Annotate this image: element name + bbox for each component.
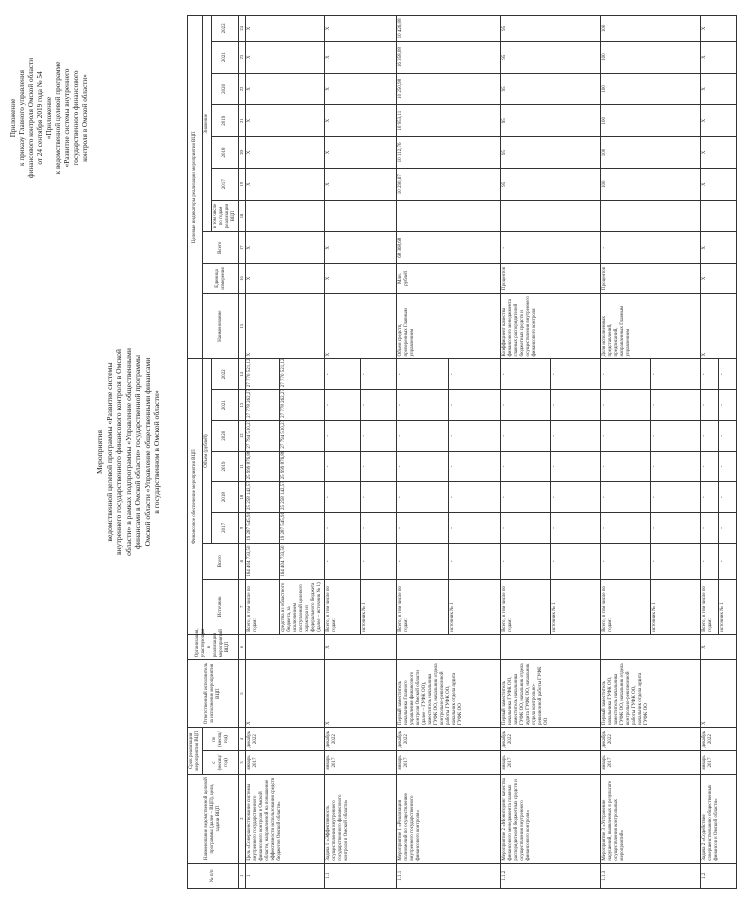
finance-year-value: - [601, 482, 651, 513]
finance-total: - [601, 543, 651, 579]
indicator-year-value: Х [325, 41, 397, 73]
indicator-name: Объем средств, проверенных Главным управлением [397, 293, 501, 359]
header-source: Источник [203, 579, 239, 634]
indicator-name: Х [701, 293, 737, 359]
finance-year-value: - [651, 482, 701, 513]
indicator-total: Х [701, 232, 737, 264]
finance-year-value: - [701, 359, 719, 390]
row-organizer [246, 634, 325, 659]
column-index: 20 [239, 137, 246, 169]
indicator-year-value: Х [325, 137, 397, 169]
indicator-year-value: 10 250,98 [397, 73, 501, 105]
title-line: внутреннего государственного финансового контроля в Омской [114, 349, 123, 555]
row-responsible: Х [246, 660, 325, 728]
row-organizer [501, 634, 601, 659]
indicator-spacer [501, 200, 601, 232]
appendix-line: от 24 сентября 2019 года № 54 [36, 71, 44, 165]
finance-year-value: - [719, 390, 737, 421]
finance-year-value: - [719, 359, 737, 390]
appendix-line: «Развитие системы внутреннего [63, 68, 71, 168]
indicator-year-value: Х [325, 168, 397, 200]
finance-year-value: - [701, 390, 719, 421]
finance-year-value: - [701, 451, 719, 482]
row-number: 1.1.2 [501, 863, 601, 888]
finance-source: Всего, в том числе по годам: [701, 579, 719, 634]
indicator-year-value: 100 [601, 105, 701, 137]
finance-year-value: - [325, 451, 361, 482]
column-index: 24 [239, 16, 246, 42]
finance-source: источник № 1 [361, 579, 397, 634]
row-number: 1.1.3 [601, 863, 701, 888]
finance-year-value: - [651, 451, 701, 482]
finance-year-value: 25 258 142,57 [246, 482, 280, 513]
finance-source: Всего, в том числе по годам: [601, 579, 651, 634]
finance-year-value: 19 287 545,91 [280, 513, 325, 544]
finance-year-value: - [361, 451, 397, 482]
title-line: в государственном в Омской области» [152, 390, 161, 514]
column-index: 16 [239, 264, 246, 294]
finance-year-value: 27 794 510,27 [246, 420, 280, 451]
finance-total: 164 404 733,50 [280, 543, 325, 579]
ind-year-header: 2017 [212, 168, 239, 200]
column-index: 2 [239, 774, 246, 863]
title-line: области» в рамках подпрограммы «Управление общественными [123, 348, 133, 556]
finance-year-value: - [397, 482, 449, 513]
indicator-name: Коэффициент качества финансового менеджмента главных распорядителей бюджетных средств и осуществления внутреннего финансового контроля [501, 293, 601, 359]
finance-year-value: - [325, 359, 361, 390]
finance-source: Всего, в том числе по годам: [246, 579, 280, 634]
appendix-line: государственного финансового [72, 70, 80, 166]
indicator-year-value: 95 [501, 73, 601, 105]
row-responsible: Первый заместитель начальника ГУФК ОО, заместитель начальника ГУФК ОО, начальник отдела контрольно-ревизионной работы ГУФК ОО, начальник отдела аудита ГУФК ОО [601, 660, 701, 728]
row-name: Задача 1 «Эффективность осуществления внутреннего государственного финансового контроля в Омской области» [325, 774, 397, 863]
finance-year-value: - [325, 420, 361, 451]
column-index: 15 [239, 293, 246, 359]
finance-year-value: - [325, 390, 361, 421]
finance-total: - [501, 543, 551, 579]
indicator-year-value: 10 112,76 [397, 137, 501, 169]
header-term: Срок реализации мероприятия ВЦП [188, 728, 203, 775]
indicator-unit: Процентов [501, 264, 601, 294]
finance-year-value: - [601, 390, 651, 421]
indicator-spacer [246, 200, 325, 232]
finance-year-value: - [325, 513, 361, 544]
row-name: Мероприятие 3 «Устранение нарушений, выявленных в результате осуществления контрольных мероприятий» [601, 774, 701, 863]
row-term-from: январь 2017 [601, 751, 701, 774]
row-number: 1.1 [325, 863, 397, 888]
indicator-year-value: 95 [501, 41, 601, 73]
indicator-year-value: 10 290,67 [397, 168, 501, 200]
appendix-line: контроля в Омской области» [81, 74, 89, 162]
indicator-year-value: Х [246, 137, 325, 169]
indicator-year-value: 95 [501, 137, 601, 169]
column-index: 8 [239, 543, 246, 579]
finance-year-value: - [449, 420, 501, 451]
indicator-year-value: Х [325, 105, 397, 137]
column-index: 13 [239, 390, 246, 421]
finance-year-value: - [501, 482, 551, 513]
indicator-unit: Млн. рублей [397, 264, 501, 294]
header-organizer: Организация, участвующая в реализации мероприятий ВЦП [188, 634, 239, 659]
finance-source: источник № 1 [449, 579, 501, 634]
finance-year-value: - [449, 390, 501, 421]
indicator-year-value: Х [246, 168, 325, 200]
year-header: 2022 [212, 359, 239, 390]
column-index: 19 [239, 168, 246, 200]
header-term-from: с (месяц/год) [203, 751, 239, 774]
column-index: 14 [239, 359, 246, 390]
finance-year-value: - [701, 420, 719, 451]
indicator-name: Доля исполненных представлений, предписаний, направленных Главным управлением [601, 293, 701, 359]
finance-year-value: - [551, 390, 601, 421]
indicator-year-value: 100 [601, 137, 701, 169]
table-row [701, 16, 719, 889]
year-header: 2019 [212, 451, 239, 482]
indicator-unit: Процентов [601, 264, 701, 294]
finance-source: источник № 1 [651, 579, 701, 634]
column-index: 17 [239, 232, 246, 264]
column-index: 10 [239, 482, 246, 513]
indicator-year-value: Х [325, 73, 397, 105]
finance-total: - [397, 543, 449, 579]
finance-year-value: - [397, 513, 449, 544]
finance-source: средства из областного бюджета, за исключением поступлений целевого характера из федерального бюджета (далее – источник № 1) [280, 579, 325, 634]
header-ind-values: Значение [203, 16, 212, 232]
indicator-year-value: 10 426,08 [397, 16, 501, 42]
row-term-from: январь 2017 [501, 751, 601, 774]
finance-year-value: - [651, 390, 701, 421]
indicator-year-value: Х [325, 16, 397, 42]
year-header: 2021 [212, 390, 239, 421]
indicator-year-value: Х [246, 105, 325, 137]
finance-source: Всего, в том числе по годам: [397, 579, 449, 634]
indicator-year-value: Х [701, 168, 737, 200]
finance-total: 164 404 733,50 [246, 543, 280, 579]
row-organizer: Х [701, 634, 737, 659]
row-name: Задача 2 «Содействие совершенствованию общественных финансов в Омской области» [701, 774, 737, 863]
row-term-to: декабрь 2022 [246, 728, 325, 751]
column-index: 22 [239, 73, 246, 105]
document-title [95, 257, 162, 647]
header-indicators: Целевые индикаторы реализации мероприятия ВЦП [188, 16, 203, 359]
finance-year-value: - [325, 482, 361, 513]
row-name: Мероприятие 1 «Реализация полномочий по осуществлению внутреннего государственного финансового контроля» [397, 774, 501, 863]
finance-year-value: - [551, 513, 601, 544]
finance-year-value: - [551, 359, 601, 390]
row-term-from: январь 2017 [397, 751, 501, 774]
finance-year-value: - [551, 420, 601, 451]
finance-year-value: - [501, 451, 551, 482]
finance-year-value: - [397, 451, 449, 482]
column-index: 4 [239, 728, 246, 751]
finance-year-value: 19 287 545,91 [246, 513, 280, 544]
row-term-to: декабрь 2022 [325, 728, 397, 751]
finance-source: источник № 1 [719, 579, 737, 634]
column-index: 3 [239, 751, 246, 774]
finance-year-value: - [601, 359, 651, 390]
row-term-from: январь 2017 [325, 751, 397, 774]
finance-year-value: - [601, 420, 651, 451]
finance-year-value: - [361, 482, 397, 513]
indicator-unit: Х [246, 264, 325, 294]
finance-year-value: - [719, 451, 737, 482]
indicator-year-value: Х [246, 41, 325, 73]
finance-year-value: - [361, 513, 397, 544]
appendix-line: к приказу Главного управления [18, 70, 26, 166]
row-term-to: декабрь 2022 [397, 728, 501, 751]
indicator-total: 68 368,68 [397, 232, 501, 264]
finance-total: - [449, 543, 501, 579]
indicator-name: Х [325, 293, 397, 359]
row-responsible: Первый заместитель начальника Главного управления финансового контроля Омской области (далее – ГУФК ОО), заместитель начальника ГУФК ОО, начальник отдела контрольно-ревизионной работы ГУФК ОО, начальник отдела аудита ГУФК ОО [397, 660, 501, 728]
finance-year-value: - [449, 513, 501, 544]
finance-year-value: - [501, 390, 551, 421]
finance-year-value: - [361, 359, 397, 390]
finance-year-value: - [397, 420, 449, 451]
column-index: 11 [239, 451, 246, 482]
finance-source: Всего, в том числе по годам: [501, 579, 551, 634]
year-header: 2020 [212, 420, 239, 451]
row-name: Цель «Совершенствование системы внутреннего государственного финансового контроля в Омской области, направленной на повышение эффективности использования средств бюджетов Омской области» [246, 774, 325, 863]
column-index: 5 [239, 660, 246, 728]
row-responsible: Первый заместитель начальника ГУФК ОО, заместитель начальника ГУФК ОО, начальник отдела аудита ГУФК ОО, начальник отдела контрольно-ревизионной работы ГУФК ОО [501, 660, 601, 728]
finance-year-value: - [361, 390, 397, 421]
indicator-year-value: 10 953,11 [397, 105, 501, 137]
appendix-line: Приложение [9, 98, 17, 138]
header-by-years: в том числе по годам реализации ВЦП [212, 200, 239, 232]
finance-year-value: - [397, 390, 449, 421]
header-ind-total: Всего [203, 232, 239, 264]
finance-year-value: 27 778 262,27 [246, 390, 280, 421]
indicator-year-value: Х [246, 16, 325, 42]
row-term-from: январь 2017 [701, 751, 737, 774]
finance-total: - [325, 543, 361, 579]
appendix-line: финансового контроля Омской области [27, 57, 35, 179]
row-term-to: декабрь 2022 [701, 728, 737, 751]
appendix-line: к ведомственной целевой программе [54, 61, 62, 175]
year-header: 2017 [212, 513, 239, 544]
header-name: Наименование ведомственной целевой программы (далее – ВЦП), цели, задачи ВЦП [188, 774, 239, 863]
finance-year-value: - [651, 359, 701, 390]
finance-total: - [361, 543, 397, 579]
header-num: № п/п [188, 863, 239, 888]
finance-year-value: 27 794 510,27 [280, 420, 325, 451]
indicator-unit: Х [701, 264, 737, 294]
column-index: 1 [239, 863, 246, 888]
finance-year-value: - [719, 482, 737, 513]
finance-year-value: - [651, 513, 701, 544]
indicator-year-value: 95 [501, 105, 601, 137]
finance-year-value: - [701, 482, 719, 513]
header-total: Всего [203, 543, 239, 579]
indicator-year-value: 100 [601, 73, 701, 105]
finance-total: - [719, 543, 737, 579]
document-sheet [5, 7, 725, 897]
indicator-year-value: Х [701, 137, 737, 169]
table-row [397, 16, 449, 889]
finance-source: Всего, в том числе по годам: [325, 579, 361, 634]
column-index: 21 [239, 105, 246, 137]
finance-year-value: - [601, 451, 651, 482]
finance-total: - [701, 543, 719, 579]
indicator-year-value: Х [701, 16, 737, 42]
table-body [246, 16, 737, 889]
table-row [501, 16, 551, 889]
header-ind-name: Наименование [203, 293, 239, 359]
finance-total: - [551, 543, 601, 579]
ind-year-header: 2020 [212, 73, 239, 105]
finance-year-value: - [501, 513, 551, 544]
indicator-spacer [601, 200, 701, 232]
table-row [601, 16, 651, 889]
row-organizer [397, 634, 501, 659]
indicator-name: Х [246, 293, 325, 359]
column-index: 9 [239, 513, 246, 544]
row-term-from: январь 2017 [246, 751, 325, 774]
finance-year-value: - [397, 359, 449, 390]
appendix-line: «Приложение [45, 96, 53, 140]
indicator-total: - [501, 232, 601, 264]
indicator-total: Х [325, 232, 397, 264]
finance-year-value: - [551, 482, 601, 513]
indicator-year-value: 100 [601, 41, 701, 73]
row-term-to: декабрь 2022 [501, 728, 601, 751]
header-term-to: по (месяц/год) [203, 728, 239, 751]
table-row [325, 16, 361, 889]
ind-year-header: 2018 [212, 137, 239, 169]
appendix-header [9, 13, 90, 223]
indicator-unit: Х [325, 264, 397, 294]
indicator-year-value: 100 [601, 168, 701, 200]
finance-year-value: 25 258 142,57 [280, 482, 325, 513]
row-responsible: Х [325, 660, 397, 728]
finance-year-value: - [449, 482, 501, 513]
column-index: 18 [239, 200, 246, 232]
ind-year-header: 2022 [212, 16, 239, 42]
column-index: 12 [239, 420, 246, 451]
finance-year-value: 27 778 262,27 [280, 390, 325, 421]
indicator-spacer [325, 200, 397, 232]
indicator-total: - [601, 232, 701, 264]
finance-year-value: - [551, 451, 601, 482]
finance-year-value: 27 770 521,12 [246, 359, 280, 390]
row-term-to: декабрь 2022 [601, 728, 701, 751]
title-line: ведомственной целевой программы «Развитие системы [104, 362, 114, 542]
finance-year-value: - [701, 513, 719, 544]
indicator-year-value: 100 [601, 16, 701, 42]
year-header: 2018 [212, 482, 239, 513]
ind-year-header: 2021 [212, 41, 239, 73]
header-total-volume: Объем (рублей) [203, 359, 212, 543]
column-index: 7 [239, 579, 246, 634]
finance-year-value: - [719, 420, 737, 451]
finance-total: - [651, 543, 701, 579]
indicator-year-value: Х [701, 41, 737, 73]
indicator-total: Х [246, 232, 325, 264]
finance-year-value: 25 999 876,88 [246, 451, 280, 482]
row-organizer [601, 634, 701, 659]
title-line: Омской области «Управление общественными финансами [142, 357, 152, 547]
row-organizer: Х [325, 634, 397, 659]
finance-year-value: - [601, 513, 651, 544]
indicator-year-value: Х [246, 73, 325, 105]
finance-year-value: 25 999 876,88 [280, 451, 325, 482]
program-table [187, 15, 737, 889]
finance-year-value: 27 770 521,12 [280, 359, 325, 390]
indicator-spacer [397, 200, 501, 232]
indicator-year-value: Х [701, 105, 737, 137]
finance-year-value: - [361, 420, 397, 451]
header-responsible: Ответственный исполнитель за исполнение мероприятия ВЦП [188, 660, 239, 728]
row-name: Мероприятие 2 «Мониторинг качества финансового менеджмента главных распорядителей бюджетных средств и осуществления внутреннего финансового контроля» [501, 774, 601, 863]
header-finance: Финансовое обеспечение мероприятия ВЦП [188, 359, 203, 634]
finance-year-value: - [719, 513, 737, 544]
indicator-year-value: Х [701, 73, 737, 105]
finance-year-value: - [449, 451, 501, 482]
indicator-spacer [701, 200, 737, 232]
table-row [246, 16, 280, 889]
index-row [239, 16, 246, 889]
finance-source: источник № 1 [551, 579, 601, 634]
finance-year-value: - [501, 359, 551, 390]
column-index: 23 [239, 41, 246, 73]
indicator-year-value: 95 [501, 16, 601, 42]
row-responsible: Х [701, 660, 737, 728]
column-index: 6 [239, 634, 246, 659]
row-number: 1 [246, 863, 325, 888]
title-line: Мероприятия [95, 430, 104, 474]
finance-year-value: - [501, 420, 551, 451]
finance-year-value: - [449, 359, 501, 390]
finance-year-value: - [651, 420, 701, 451]
title-line: финансами в Омской области» государственной программы [133, 354, 142, 550]
indicator-year-value: 16 358,08 [397, 41, 501, 73]
ind-year-header: 2019 [212, 105, 239, 137]
row-number: 1.1.1 [397, 863, 501, 888]
indicator-year-value: 95 [501, 168, 601, 200]
row-number: 1.2 [701, 863, 737, 888]
header-ind-unit: Единица измерения [203, 264, 239, 294]
